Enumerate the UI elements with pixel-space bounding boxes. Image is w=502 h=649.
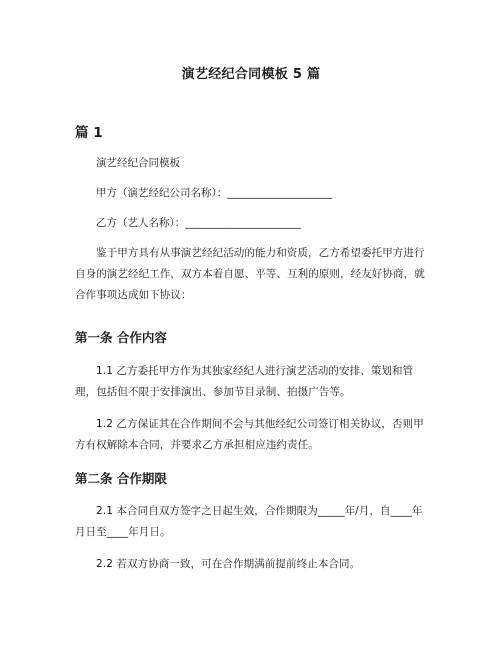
clause-2-2: 2.2 若双方协商一致，可在合作期满前提前终止本合同。: [96, 558, 361, 570]
document-title: 演艺经纪合同模板 5 篇: [181, 67, 321, 82]
clause-1-1: 1.1 乙方委托甲方作为其独家经纪人进行演艺活动的安排、策划和管理，包括但不限于安排演出、参加节目录制、拍摄广告等。: [75, 365, 414, 398]
party-b-line: 乙方（艺人名称）：______________________: [96, 217, 301, 229]
article-1-heading: 第一条 合作内容: [75, 330, 167, 345]
part-heading: 篇 1: [75, 125, 103, 141]
party-a-line: 甲方（演艺经纪公司名称）：____________________: [96, 187, 333, 199]
clause-2-1: 2.1 本合同自双方签字之日起生效，合作期限为_____年/月，自____年月日至____年月日。: [75, 505, 423, 538]
template-name: 演艺经纪合同模板: [96, 157, 180, 169]
article-2-heading: 第二条 合作期限: [75, 471, 167, 486]
preamble-paragraph: 鉴于甲方具有从事演艺经纪活动的能力和资质，乙方希望委托甲方进行自身的演艺经纪工作，双方本着自愿、平等、互利的原则，经友好协商，就合作事项达成如下协议：: [75, 247, 425, 301]
clause-1-2: 1.2 乙方保证其在合作期间不会与其他经纪公司签订相关协议，否则甲方有权解除本合同，并要求乙方承担相应违约责任。: [75, 418, 424, 451]
